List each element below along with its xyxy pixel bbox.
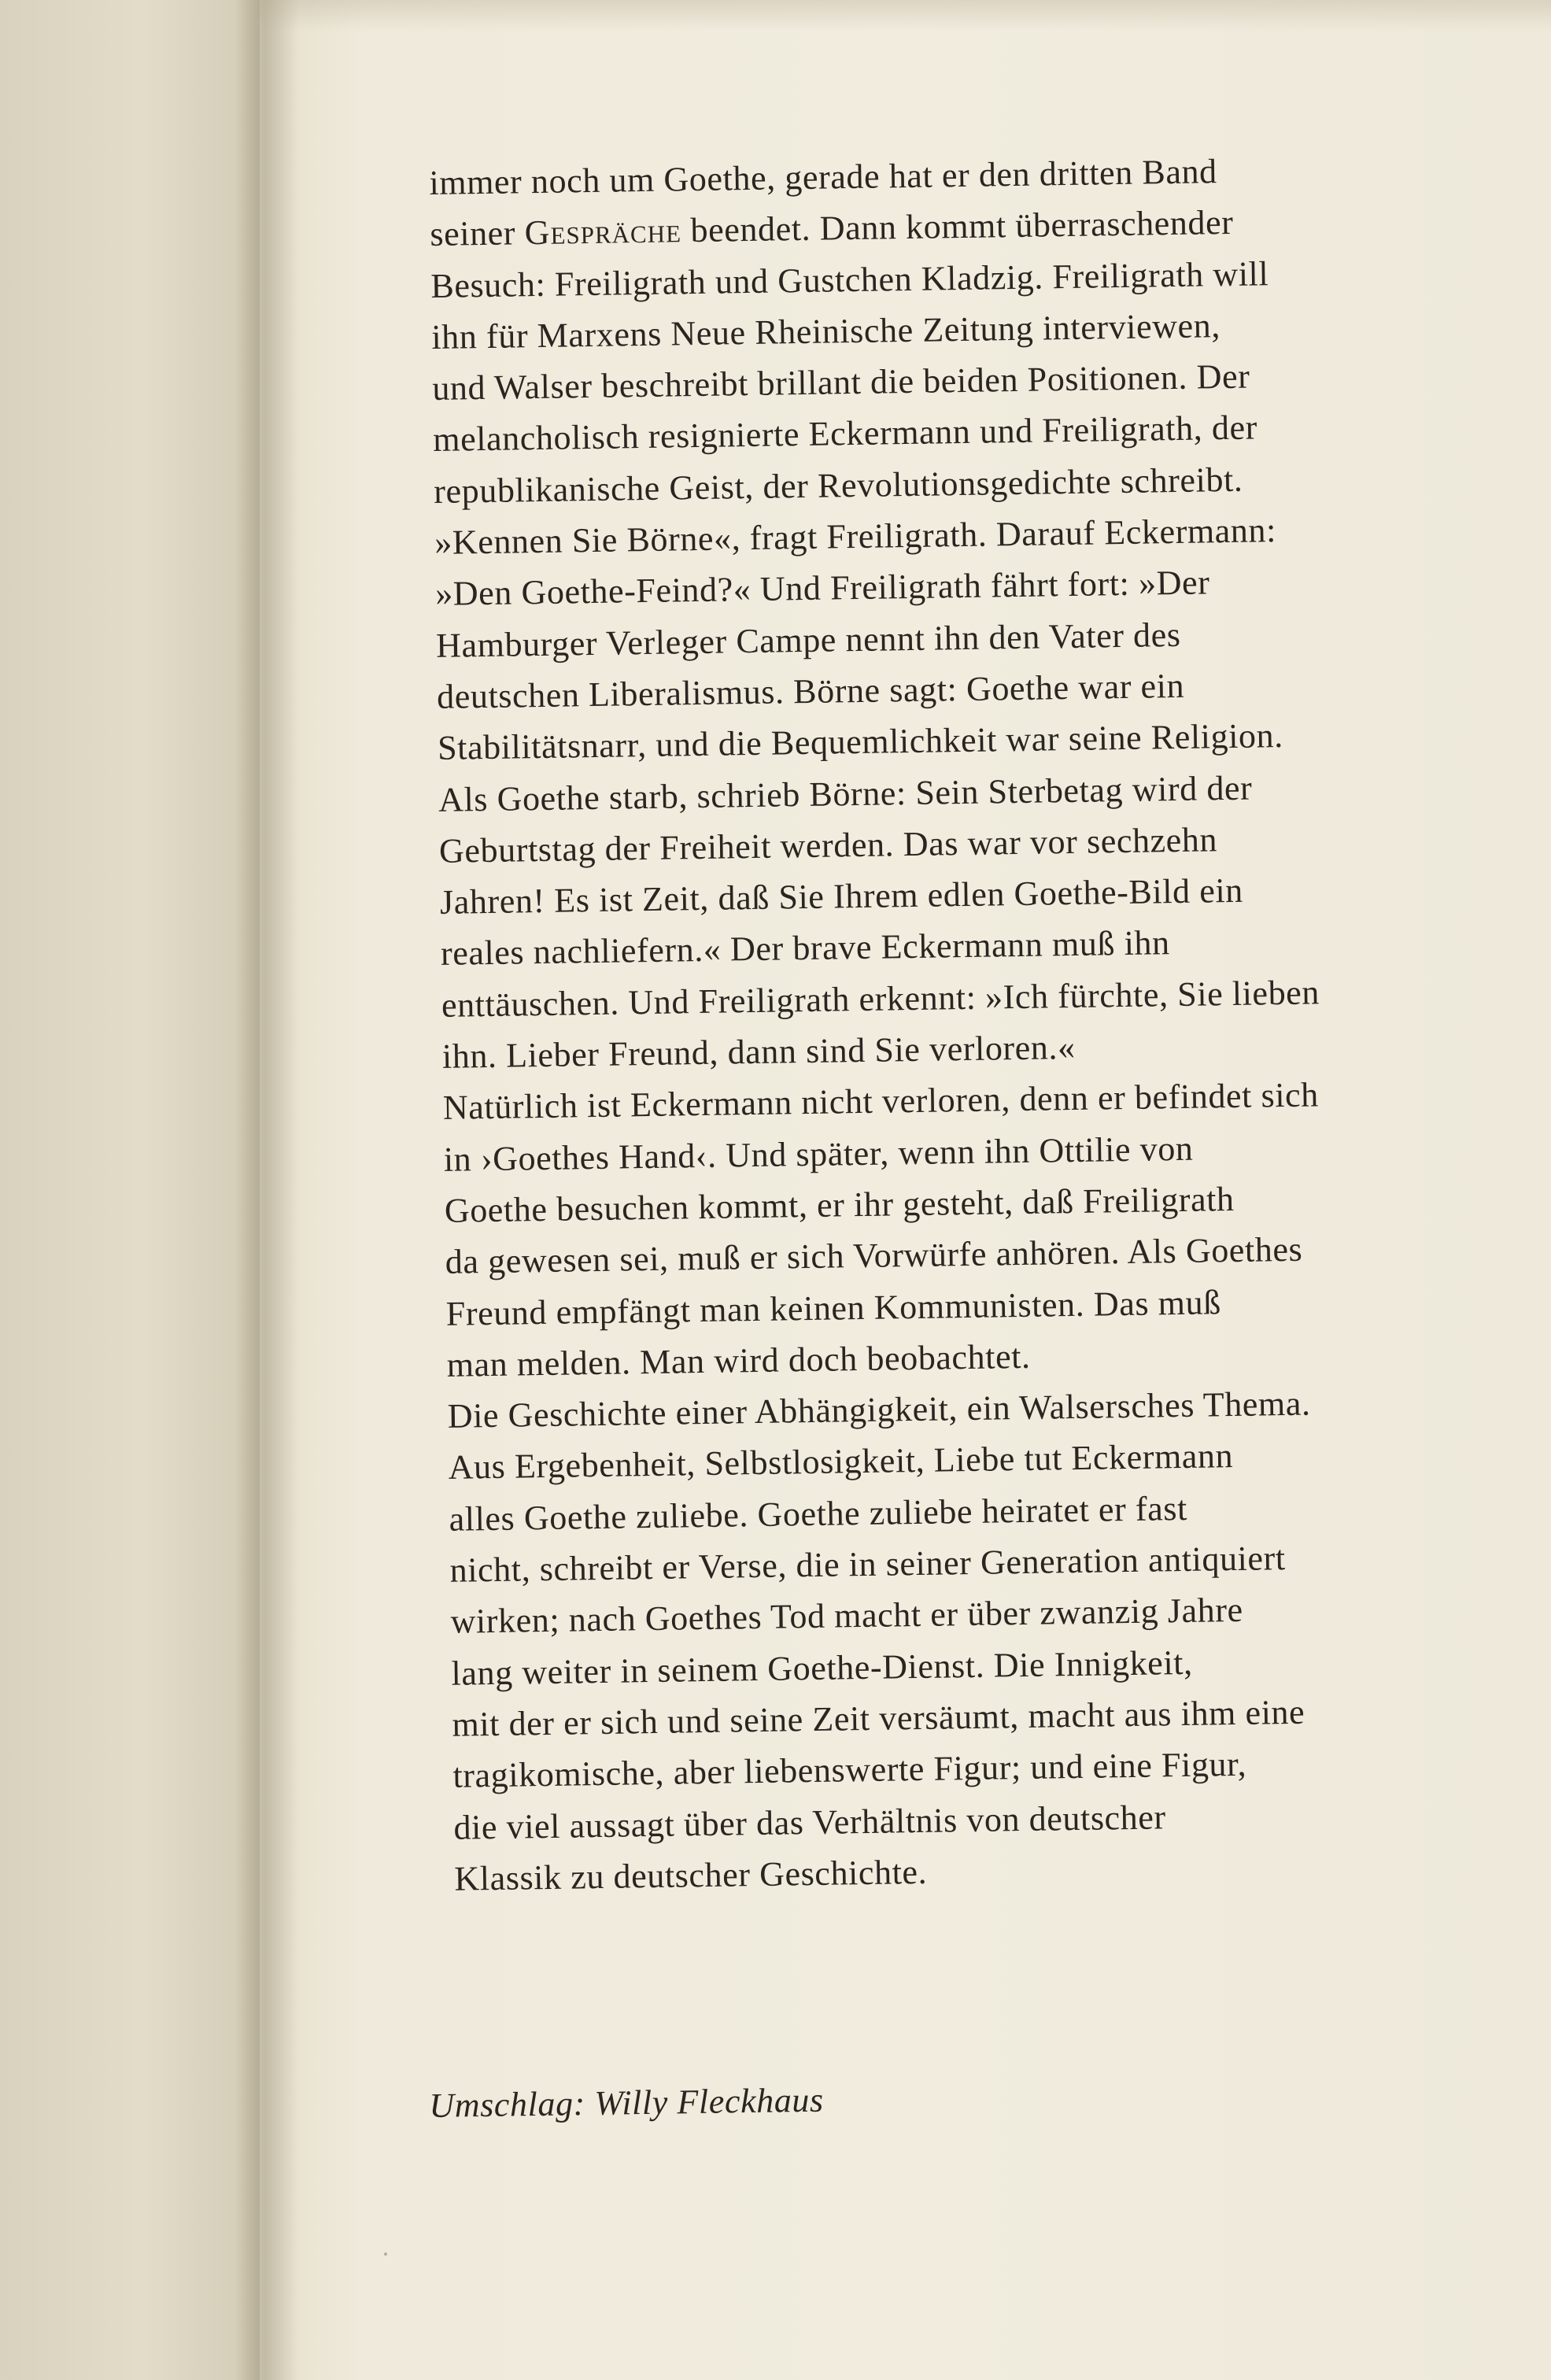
paper-speck [384,2252,387,2256]
text-line-13: Als Goethe starb, schrieb Börne: Sein Sterbetag wird der [438,768,1253,819]
cover-design-credit: Umschlag: Willy Fleckhaus [429,2080,825,2125]
text-line-18: ihn. Lieber Freund, dann sind Sie verloren.« [441,1027,1076,1076]
book-gutter-shadow [236,0,299,2380]
text-line-17: enttäuschen. Und Freiligrath erkennt: »Ich fürchte, Sie lieben [441,973,1320,1025]
text-line-19: Natürlich ist Eckermann nicht verloren, denn er befindet sich [442,1075,1320,1128]
text-line-28: nicht, schreibt er Verse, die in seiner Generation antiquiert [449,1539,1286,1590]
text-line-29: wirken; nach Goethes Tod macht er über zwanzig Jahre [450,1591,1244,1642]
text-line-16: reales nachliefern.« Der brave Eckermann muß ihn [440,923,1170,974]
text-line-11: deutschen Liberalismus. Börne sagt: Goethe war ein [436,666,1185,716]
text-line-34: Klassik zu deutscher Geschichte. [454,1852,928,1898]
text-line-26: Aus Ergebenheit, Selbstlosigkeit, Liebe tut Eckermann [448,1436,1234,1488]
text-line-14: Geburtstag der Freiheit werden. Das war vor sechzehn [438,820,1218,870]
text-line-2-prefix: seiner [430,213,516,254]
text-line-22: da gewesen sei, muß er sich Vorwürfe anhören. Als Goethes [445,1229,1303,1282]
text-line-1: immer noch um Goethe, gerade hat er den dritten Band [429,152,1218,202]
text-line-15: Jahren! Es ist Zeit, daß Sie Ihrem edlen Goethe-Bild ein [439,870,1244,922]
text-line-25: Die Geschichte einer Abhängigkeit, ein Walsersches Thema. [447,1384,1311,1436]
text-line-3: Besuch: Freiligrath und Gustchen Kladzig. Freiligrath will [430,253,1269,305]
text-line-7: republikanische Geist, der Revolutionsgedichte schreibt. [433,460,1243,511]
book-title-gespraeche: Gespräche [524,211,682,253]
facing-page-edge [0,0,260,2380]
text-line-21: Goethe besuchen kommt, er ihr gesteht, daß Freiligrath [444,1179,1235,1230]
text-line-27: alles Goethe zuliebe. Goethe zuliebe heiratet er fast [449,1488,1188,1539]
text-line-4: ihn für Marxens Neue Rheinische Zeitung interviewen, [431,305,1221,357]
text-line-2-rest: beendet. Dann kommt überraschender [690,203,1234,250]
text-line-24: man melden. Man wird doch beobachtet. [446,1336,1031,1384]
text-line-6: melancholisch resignierte Eckermann und Freiligrath, der [432,408,1258,460]
text-line-33: die viel aussagt über das Verhältnis von deutscher [453,1797,1167,1847]
text-line-9: »Den Goethe-Feind?« Und Freiligrath fährt fort: »Der [434,563,1210,614]
text-line-20: in ›Goethes Hand‹. Und später, wenn ihn Ottilie von [443,1129,1194,1179]
text-line-23: Freund empfängt man keinen Kommunisten. Das muß [445,1282,1222,1333]
text-line-12: Stabilitätsnarr, und die Bequemlichkeit war seine Religion. [437,716,1284,768]
page-top-shade [260,0,1551,31]
text-line-8: »Kennen Sie Börne«, fragt Freiligrath. Darauf Eckermann: [434,511,1277,563]
text-line-32: tragikomische, aber liebenswerte Figur; und eine Figur, [452,1745,1247,1795]
text-line-5: und Walser beschreibt brillant die beiden Positionen. Der [431,357,1250,408]
text-line-10: Hamburger Verleger Campe nennt ihn den Vater des [435,615,1181,665]
blurb-paragraph [429,142,1541,1905]
text-line-31: mit der er sich und seine Zeit versäumt, macht aus ihm eine [452,1692,1305,1744]
text-line-30: lang weiter in seinem Goethe-Dienst. Die Innigkeit, [451,1643,1193,1693]
